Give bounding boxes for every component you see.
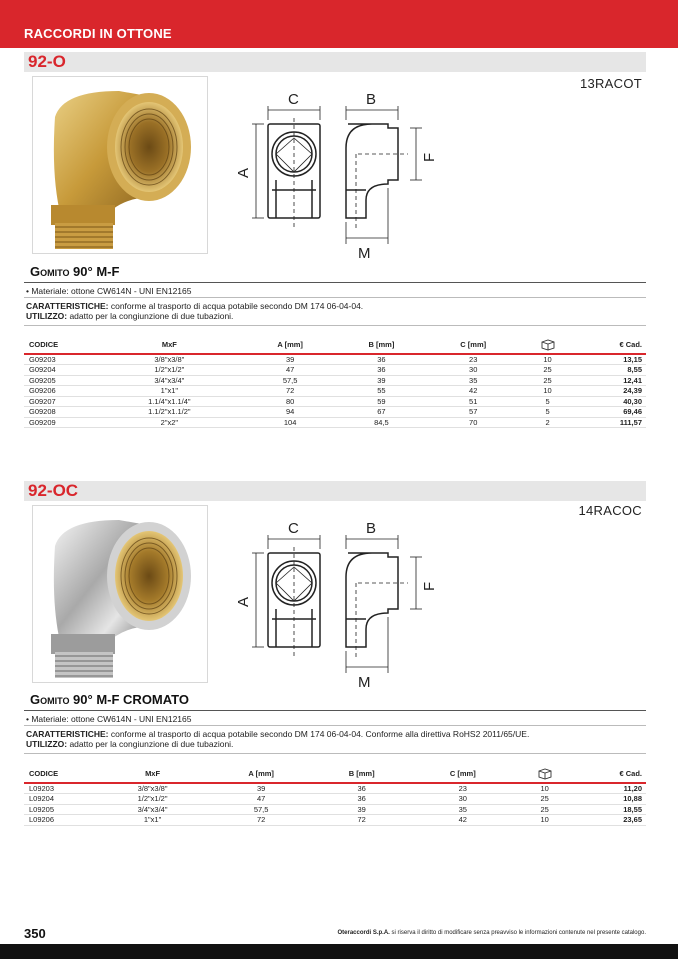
- col-header-b: B [mm]: [311, 765, 412, 783]
- table-body: [24, 783, 646, 825]
- cell-pack: 10: [513, 815, 576, 826]
- cell-b: 39: [311, 804, 412, 815]
- cell-a: 57,5: [211, 804, 311, 815]
- usage-text: adatto per la congiunzione di due tubazioni.: [67, 739, 234, 749]
- cell-a: 47: [245, 365, 336, 376]
- col-header-code: CODICE: [24, 765, 94, 783]
- section-code: 92-OC: [28, 481, 79, 500]
- page-number: 350: [24, 926, 46, 941]
- features-text: conforme al trasporto di acqua potabile secondo DM 174 06-04-04. Conforme alla direttiva RoHS2 2011/65/UE.: [108, 729, 530, 739]
- cell-pack: 25: [513, 804, 576, 815]
- dim-label-m: M: [358, 245, 371, 262]
- usage-text: adatto per la congiunzione di due tubazioni.: [67, 311, 234, 321]
- cell-code: G09203: [24, 354, 94, 365]
- cell-b: 59: [336, 396, 428, 407]
- cell-price: 40,30: [576, 396, 646, 407]
- cell-c: 35: [427, 375, 519, 386]
- cell-a: 72: [245, 386, 336, 397]
- cell-code: L09203: [24, 783, 94, 794]
- dim-label-b: B: [366, 91, 377, 108]
- cell-mxf: 1.1/2"x1.1/2": [94, 407, 245, 418]
- cell-code: G09207: [24, 396, 94, 407]
- cell-c: 35: [412, 804, 513, 815]
- cell-pack: 5: [519, 407, 576, 418]
- cell-pack: 5: [519, 396, 576, 407]
- cell-b: 36: [311, 783, 412, 794]
- dim-label-a: A: [235, 596, 252, 607]
- cell-code: G09206: [24, 386, 94, 397]
- divider: [24, 710, 646, 711]
- cell-c: 23: [427, 354, 519, 365]
- divider: [24, 282, 646, 283]
- article-code: 14RACOC: [578, 503, 642, 518]
- cell-mxf: 3/4"x3/4": [94, 804, 211, 815]
- col-header-a: A [mm]: [245, 336, 336, 354]
- cell-b: 36: [311, 794, 412, 805]
- cell-b: 39: [336, 375, 428, 386]
- divider: [24, 725, 646, 726]
- product-section-92-O: [24, 52, 646, 427]
- cell-b: 84,5: [336, 417, 428, 428]
- table-row: [24, 417, 646, 428]
- cell-c: 70: [427, 417, 519, 428]
- cell-mxf: 3/8"x3/8": [94, 354, 245, 365]
- col-header-c: C [mm]: [427, 336, 519, 354]
- table-row: [24, 783, 646, 794]
- col-header-c: C [mm]: [412, 765, 513, 783]
- dim-label-b: B: [366, 520, 377, 537]
- cell-price: 10,88: [576, 794, 646, 805]
- cell-b: 36: [336, 354, 428, 365]
- col-header-mxf: MxF: [94, 336, 245, 354]
- col-header-mxf: MxF: [94, 765, 211, 783]
- cell-code: L09206: [24, 815, 94, 826]
- table-row: [24, 815, 646, 826]
- cell-b: 55: [336, 386, 428, 397]
- section-header: [24, 52, 646, 72]
- cell-mxf: 3/8"x3/8": [94, 783, 211, 794]
- cell-code: G09209: [24, 417, 94, 428]
- cell-c: 42: [412, 815, 513, 826]
- cell-price: 24,39: [576, 386, 646, 397]
- cell-price: 8,55: [576, 365, 646, 376]
- cell-code: L09205: [24, 804, 94, 815]
- col-header-a: A [mm]: [211, 765, 311, 783]
- material-text: • Materiale: ottone CW614N - UNI EN12165: [26, 286, 192, 296]
- material-text: • Materiale: ottone CW614N - UNI EN12165: [26, 714, 192, 724]
- divider: [24, 325, 646, 326]
- cell-price: 13,15: [576, 354, 646, 365]
- category-title: RACCORDI IN OTTONE: [24, 26, 172, 41]
- dim-label-c: C: [288, 91, 299, 108]
- col-header-box: [519, 336, 576, 354]
- features-block: [26, 729, 529, 749]
- cell-price: 23,65: [576, 815, 646, 826]
- dim-label-m: M: [358, 674, 371, 691]
- technical-drawing: [235, 517, 448, 693]
- cell-pack: 10: [519, 354, 576, 365]
- table-row: [24, 407, 646, 418]
- article-code: 13RACOT: [579, 76, 642, 91]
- box-icon: [537, 767, 553, 779]
- product-name: Gomito 90° M-F: [30, 264, 120, 279]
- table-row: [24, 354, 646, 365]
- cell-pack: 2: [519, 417, 576, 428]
- cell-c: 57: [427, 407, 519, 418]
- cell-mxf: 1"x1": [94, 815, 211, 826]
- cell-pack: 25: [513, 794, 576, 805]
- cell-c: 30: [427, 365, 519, 376]
- cell-a: 39: [245, 354, 336, 365]
- cell-a: 39: [211, 783, 311, 794]
- table-body: [24, 354, 646, 428]
- footer-disclaimer: [338, 930, 647, 936]
- cell-c: 23: [412, 783, 513, 794]
- cell-code: L09204: [24, 794, 94, 805]
- section-code: 92-O: [28, 52, 66, 71]
- cell-mxf: 1.1/4"x1.1/4": [94, 396, 245, 407]
- col-header-code: CODICE: [24, 336, 94, 354]
- footer-company: Oteraccordi S.p.A.: [337, 930, 390, 936]
- cell-code: G09208: [24, 407, 94, 418]
- product-name: Gomito 90° M-F CROMATO: [30, 692, 189, 707]
- chrome-elbow-photo: [32, 505, 208, 683]
- cell-mxf: 1"x1": [94, 386, 245, 397]
- table-header-row: [24, 336, 646, 354]
- technical-drawing: [235, 88, 448, 264]
- footer-note-text: si riserva il diritto di modificare senza preavviso le informazioni contenute nel presente catalogo.: [389, 930, 646, 936]
- table-row: [24, 365, 646, 376]
- cell-price: 11,20: [576, 783, 646, 794]
- features-label: CARATTERISTICHE:: [26, 729, 109, 739]
- cell-b: 72: [311, 815, 412, 826]
- divider: [24, 297, 646, 298]
- cell-pack: 25: [519, 365, 576, 376]
- usage-label: UTILIZZO:: [26, 739, 68, 749]
- cell-mxf: 1/2"x1/2": [94, 794, 211, 805]
- product-table: [24, 765, 646, 826]
- table-row: [24, 396, 646, 407]
- dim-label-c: C: [288, 520, 299, 537]
- cell-mxf: 3/4"x3/4": [94, 375, 245, 386]
- cell-a: 47: [211, 794, 311, 805]
- top-bar: [0, 0, 678, 48]
- table-row: [24, 375, 646, 386]
- table-header-row: [24, 765, 646, 783]
- dim-label-f: F: [421, 581, 438, 591]
- cell-pack: 10: [519, 386, 576, 397]
- col-header-b: B [mm]: [336, 336, 428, 354]
- cell-mxf: 1/2"x1/2": [94, 365, 245, 376]
- cell-code: G09204: [24, 365, 94, 376]
- cell-b: 67: [336, 407, 428, 418]
- cell-c: 51: [427, 396, 519, 407]
- table-row: [24, 386, 646, 397]
- col-header-box: [513, 765, 576, 783]
- cell-pack: 25: [519, 375, 576, 386]
- table-row: [24, 804, 646, 815]
- cell-price: 12,41: [576, 375, 646, 386]
- cell-a: 94: [245, 407, 336, 418]
- cell-price: 18,55: [576, 804, 646, 815]
- features-label: CARATTERISTICHE:: [26, 301, 109, 311]
- features-block: [26, 301, 363, 321]
- cell-pack: 10: [513, 783, 576, 794]
- box-icon: [540, 338, 556, 350]
- product-table: [24, 336, 646, 428]
- dim-label-a: A: [235, 167, 252, 178]
- cell-a: 57,5: [245, 375, 336, 386]
- cell-code: G09205: [24, 375, 94, 386]
- cell-c: 30: [412, 794, 513, 805]
- brass-elbow-photo: [32, 76, 208, 254]
- divider: [24, 753, 646, 754]
- product-section-92-OC: [24, 481, 646, 825]
- cell-b: 36: [336, 365, 428, 376]
- bottom-bar: [0, 944, 678, 959]
- usage-label: UTILIZZO:: [26, 311, 68, 321]
- cell-a: 72: [211, 815, 311, 826]
- cell-price: 111,57: [576, 417, 646, 428]
- col-header-price: € Cad.: [576, 765, 646, 783]
- cell-a: 104: [245, 417, 336, 428]
- cell-price: 69,46: [576, 407, 646, 418]
- section-header: [24, 481, 646, 501]
- cell-c: 42: [427, 386, 519, 397]
- features-text: conforme al trasporto di acqua potabile secondo DM 174 06-04-04.: [108, 301, 364, 311]
- cell-mxf: 2"x2": [94, 417, 245, 428]
- dim-label-f: F: [421, 152, 438, 162]
- cell-a: 80: [245, 396, 336, 407]
- col-header-price: € Cad.: [576, 336, 646, 354]
- table-row: [24, 794, 646, 805]
